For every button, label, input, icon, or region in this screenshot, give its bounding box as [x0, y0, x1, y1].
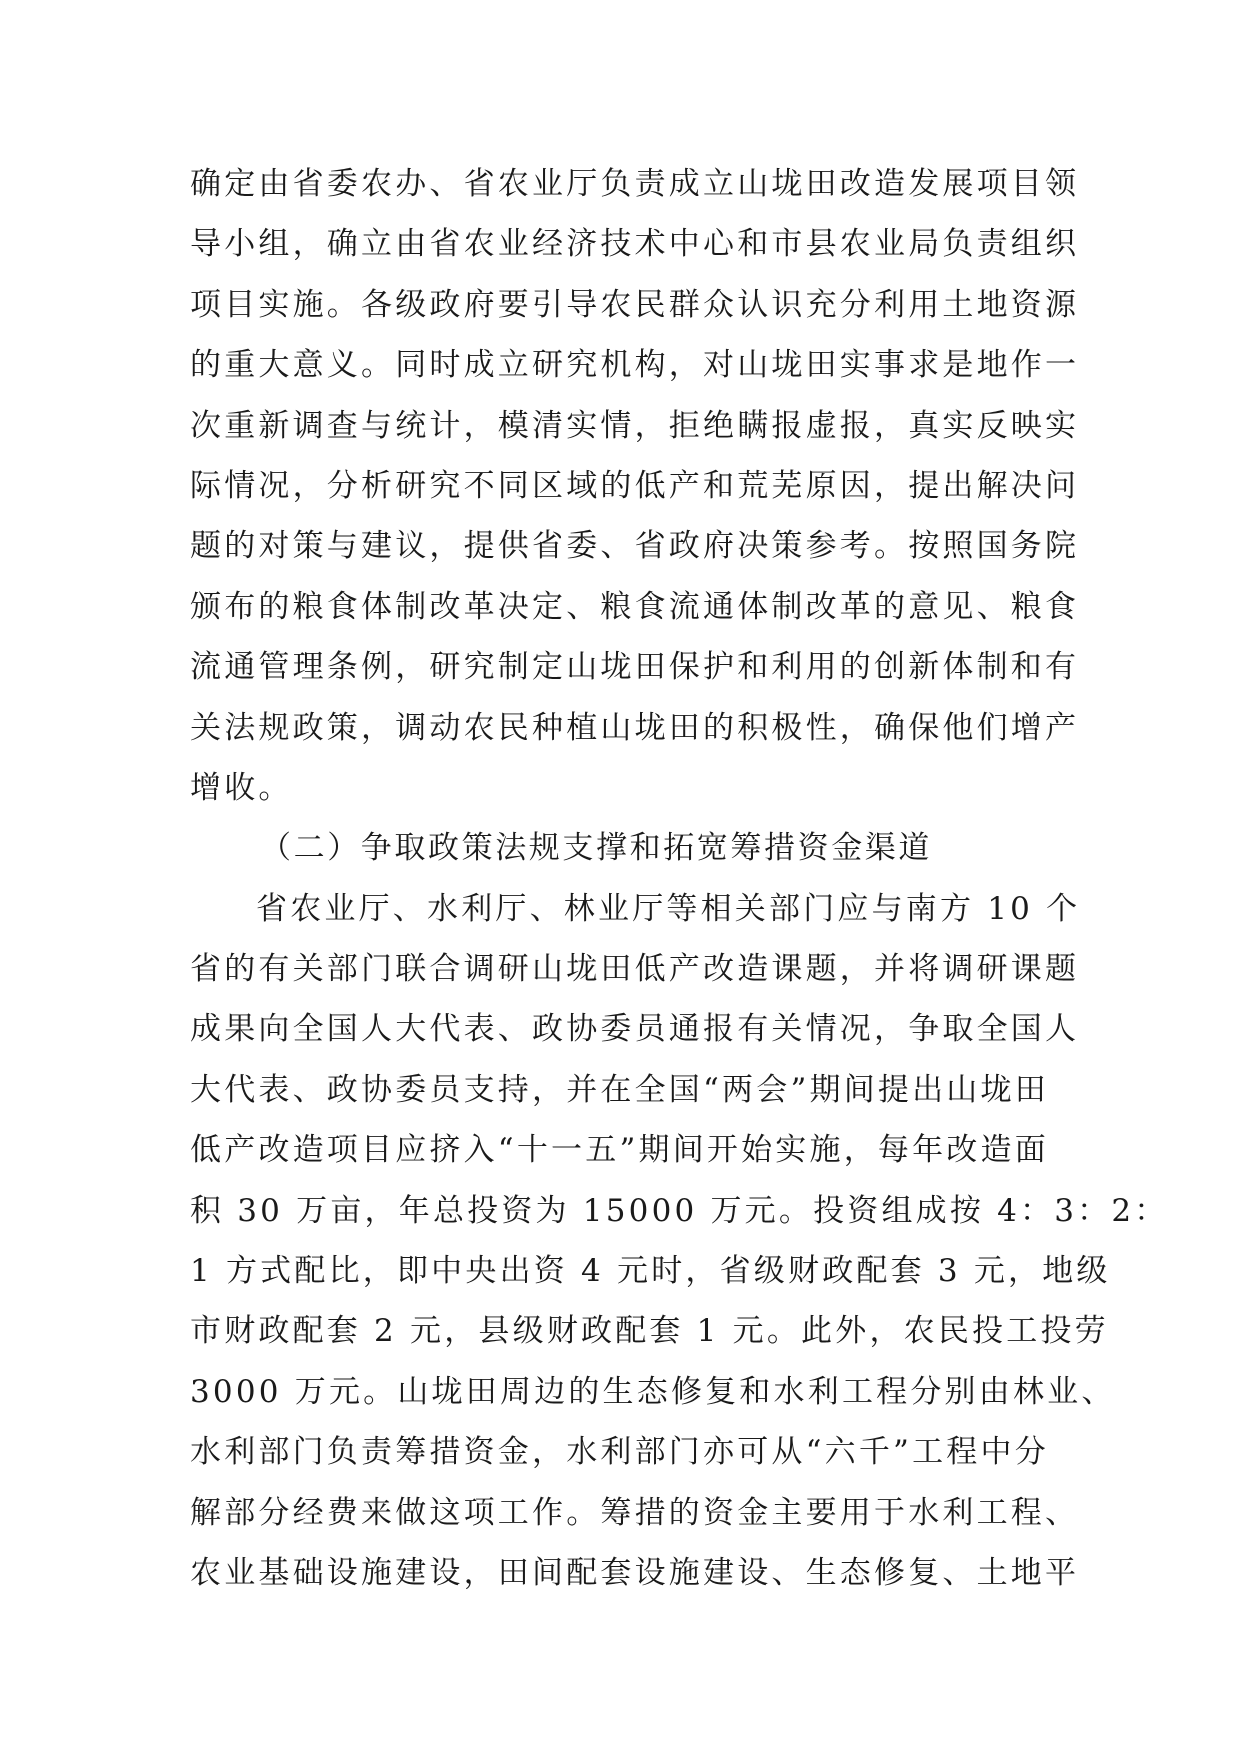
text-line: 省的有关部门联合调研山垅田低产改造课题，并将调研课题 — [190, 951, 1080, 988]
text-line: 流通管理条例，研究制定山垅田保护和利用的创新体制和有 — [190, 649, 1080, 686]
text-line: 增收。 — [190, 769, 293, 806]
text-line: 次重新调查与统计，模清实情，拒绝瞒报虚报，真实反映实 — [190, 407, 1080, 444]
body-text — [190, 154, 1169, 1603]
text-line: 水利部门负责筹措资金，水利部门亦可从“六千”工程中分 — [190, 1434, 1049, 1471]
text-line: 关法规政策，调动农民种植山垅田的积极性，确保他们增产 — [190, 709, 1080, 746]
text-line: 市财政配套 2 元，县级财政配套 1 元。此外，农民投工投劳 — [190, 1313, 1109, 1350]
text-line: 题的对策与建议，提供省委、省政府决策参考。按照国务院 — [190, 528, 1080, 565]
text-line: 导小组，确立由省农业经济技术中心和市县农业局负责组织 — [190, 226, 1080, 263]
section-heading: （二）争取政策法规支撑和拓宽筹措资金渠道 — [260, 830, 932, 867]
text-line: 解部分经费来做这项工作。筹措的资金主要用于水利工程、 — [190, 1494, 1080, 1531]
text-line: 成果向全国人大代表、政协委员通报有关情况，争取全国人 — [190, 1011, 1080, 1048]
text-line: 大代表、政协委员支持，并在全国“两会”期间提出山垅田 — [190, 1071, 1049, 1108]
paragraph-first-line: 省农业厅、水利厅、林业厅等相关部门应与南方 10 个 — [256, 890, 1081, 927]
text-line: 1 方式配比，即中央出资 4 元时，省级财政配套 3 元，地级 — [190, 1253, 1111, 1290]
text-line: 农业基础设施建设，田间配套设施建设、生态修复、土地平 — [190, 1554, 1080, 1591]
text-line: 的重大意义。同时成立研究机构，对山垅田实事求是地作一 — [190, 347, 1080, 384]
text-line: 确定由省委农办、省农业厅负责成立山垅田改造发展项目领 — [190, 166, 1080, 202]
text-line: 积 30 万亩，年总投资为 15000 万元。投资组成按 4：3：2： — [190, 1192, 1169, 1229]
text-line: 际情况，分析研究不同区域的低产和荒芜原因，提出解决问 — [190, 467, 1080, 504]
text-line: 项目实施。各级政府要引导农民群众认识充分利用土地资源 — [190, 286, 1080, 323]
text-line: 3000 万元。山垅田周边的生态修复和水利工程分别由林业、 — [190, 1373, 1116, 1410]
text-line: 颁布的粮食体制改革决定、粮食流通体制改革的意见、粮食 — [190, 588, 1080, 625]
text-line: 低产改造项目应挤入“十一五”期间开始实施，每年改造面 — [190, 1132, 1049, 1169]
